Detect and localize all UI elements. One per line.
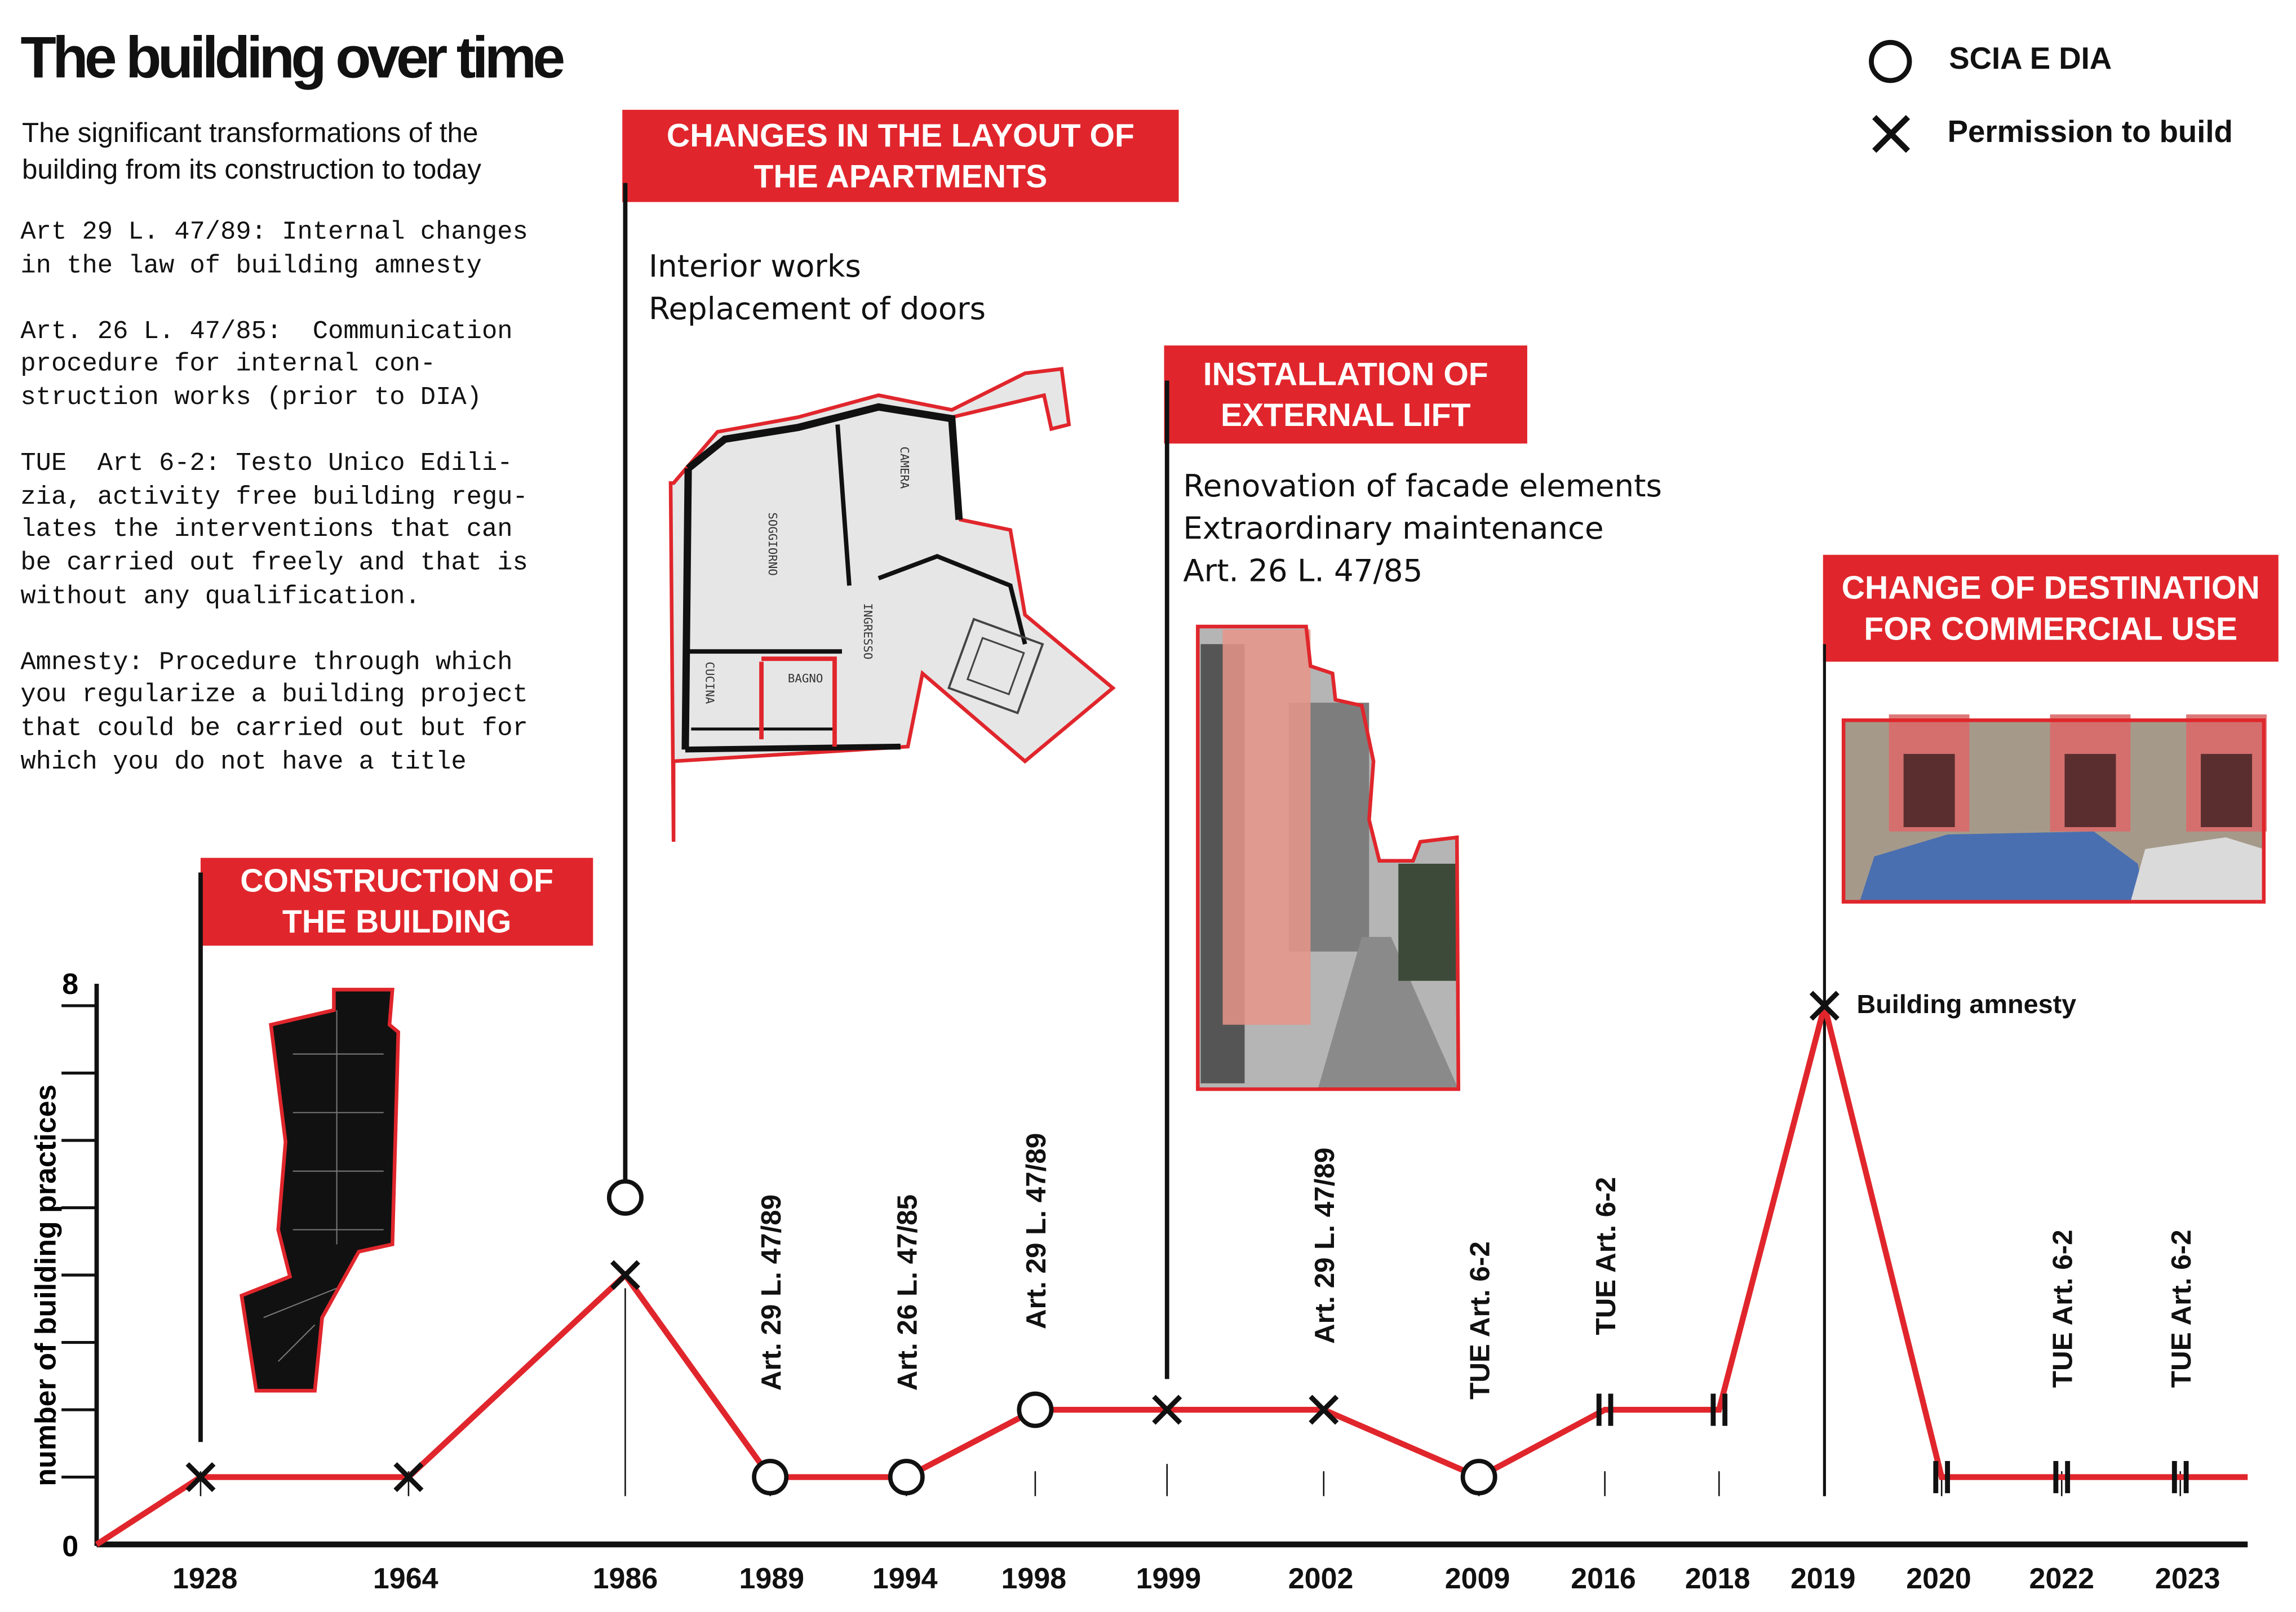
- description-line: Renovation of facade elements: [1183, 468, 1662, 504]
- svg-text:BAGNO: BAGNO: [787, 671, 823, 685]
- svg-text:CUCINA: CUCINA: [703, 661, 717, 704]
- marker-circle: [754, 1461, 786, 1493]
- point-label: TUE Art. 6-2: [2165, 1229, 2197, 1388]
- banner-construction: CONSTRUCTION OF THE BUILDING: [201, 858, 593, 946]
- note-art26: Art. 26 L. 47/85: Communication procedure for internal con- struction works (prior to DIA): [20, 317, 513, 413]
- svg-text:CAMERA: CAMERA: [897, 446, 911, 489]
- point-label: Art. 29 L. 47/89: [1021, 1133, 1052, 1330]
- note-tue: TUE Art 6-2: Testo Unico Edili- zia, activity free building regu- lates the interventions that can be carried out freely and that is without any qualification.: [20, 450, 528, 611]
- point-label: Art. 26 L. 47/85: [892, 1194, 923, 1391]
- storefront-photo: [1843, 714, 2267, 902]
- point-labels: [756, 989, 2197, 1400]
- circle-icon: [1871, 42, 1909, 81]
- floor-plan-illustration: [671, 369, 1113, 842]
- x-tick-label: 1999: [1136, 1562, 1202, 1596]
- x-tick-label: 1928: [172, 1562, 238, 1596]
- description-line: Interior works: [649, 248, 861, 285]
- building-plan-illustration: [242, 989, 398, 1391]
- x-tick-label: 2009: [1444, 1562, 1510, 1596]
- x-tick-label: 2016: [1571, 1562, 1636, 1596]
- point-label: Art. 29 L. 47/89: [1309, 1147, 1340, 1344]
- x-tick-label: 1986: [592, 1562, 658, 1596]
- x-tick-label: 2002: [1288, 1562, 1354, 1596]
- banner-commercial-use: CHANGE OF DESTINATION FOR COMMERCIAL USE: [1823, 555, 2279, 662]
- note-art29: Art 29 L. 47/89: Internal changes in the law of building amnesty: [20, 218, 528, 281]
- description-line: Art. 26 L. 47/85: [1183, 553, 1423, 589]
- banner-layout-changes: CHANGES IN THE LAYOUT OF THE APARTMENTS: [622, 110, 1178, 202]
- x-tick-label: 1964: [373, 1562, 438, 1596]
- x-tick-label: 2023: [2155, 1562, 2220, 1596]
- page-title: The building over time: [20, 26, 562, 91]
- marker-circle: [1463, 1461, 1495, 1493]
- point-label: TUE Art. 6-2: [1464, 1241, 1496, 1400]
- page-subtitle: The significant transformations of the building from its construction to today: [21, 118, 481, 186]
- legend-scia-label: SCIA E DIA: [1949, 42, 2112, 77]
- x-tick-label: 1998: [1001, 1562, 1067, 1596]
- svg-text:SOGGIORNO: SOGGIORNO: [766, 512, 780, 576]
- x-tick-label: 1994: [872, 1562, 938, 1596]
- x-tick-label: 2019: [1790, 1562, 1856, 1596]
- legend-permission-label: Permission to build: [1947, 116, 2233, 150]
- note-amnesty: Amnesty: Procedure through which you regularize a building project that could be carried out but for which you do not have a title: [20, 648, 528, 777]
- point-label: TUE Art. 6-2: [2047, 1229, 2078, 1388]
- lift-photo: [1198, 627, 1458, 1089]
- x-tick-label: 2020: [1906, 1562, 1971, 1596]
- y-ticks: [61, 1006, 96, 1477]
- x-tick-label: 2022: [2029, 1562, 2095, 1596]
- x-tick-label: 1989: [739, 1562, 805, 1596]
- cross-icon: [1874, 117, 1908, 151]
- description-line: Extraordinary maintenance: [1183, 510, 1604, 547]
- banner-external-lift: INSTALLATION OF EXTERNAL LIFT: [1164, 345, 1527, 443]
- point-label: Building amnesty: [1856, 989, 2077, 1019]
- marker-circle: [890, 1461, 923, 1493]
- description-line: Replacement of doors: [649, 291, 986, 327]
- x-tick-label: 2018: [1685, 1562, 1750, 1596]
- y-axis-label: number of building practices: [29, 1084, 63, 1486]
- point-label: TUE Art. 6-2: [1590, 1176, 1621, 1335]
- x-tick-labels: [172, 1562, 2220, 1595]
- marker-circle: [1019, 1393, 1051, 1426]
- marker-cross+circle: [609, 1182, 641, 1289]
- svg-text:INGRESSO: INGRESSO: [861, 603, 875, 660]
- y-tick-label-max: 8: [62, 968, 79, 1001]
- point-label: Art. 29 L. 47/89: [755, 1194, 787, 1391]
- y-tick-label-min: 0: [62, 1530, 79, 1563]
